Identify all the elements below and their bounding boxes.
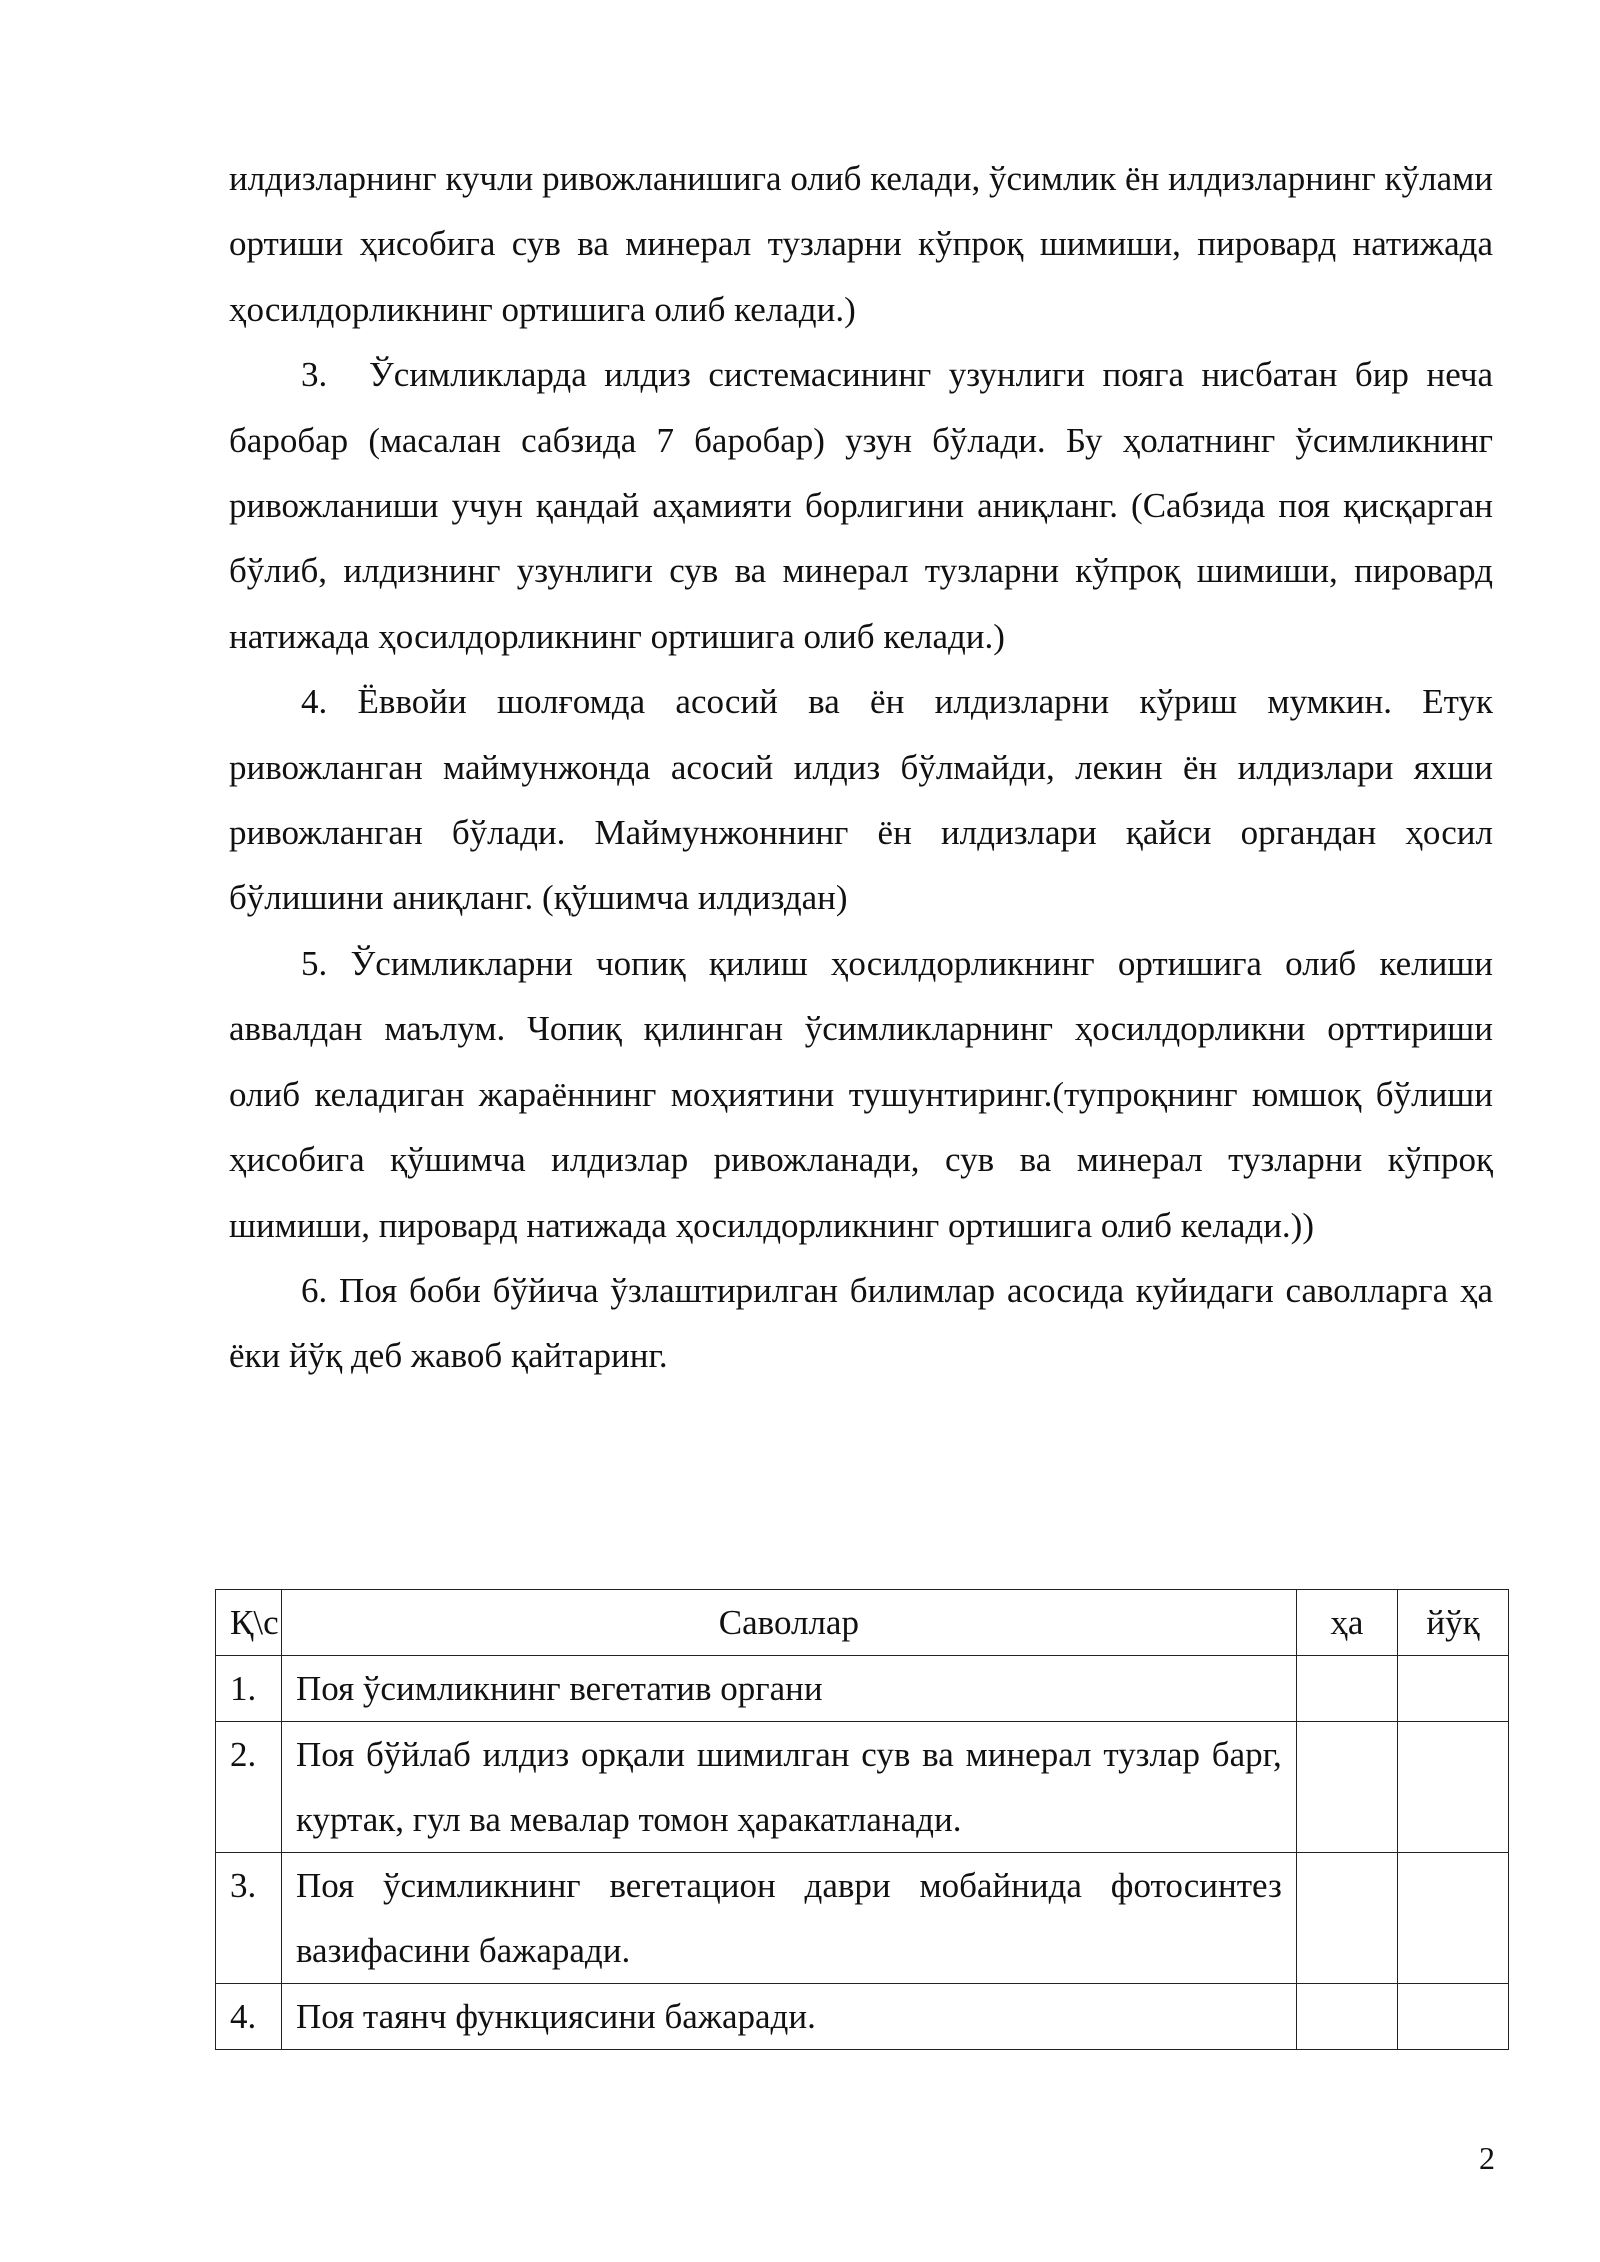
row-question: Поя бўйлаб илдиз орқали шимилган сув ва минерал тузлар барг, куртак, гул ва мевалар томон ҳаракатланади. [281, 1722, 1296, 1853]
answer-yes-cell[interactable] [1296, 1853, 1397, 1984]
table-row [216, 1656, 1509, 1722]
paragraph-continuation: илдизларнинг кучли ривожланишига олиб келади, ўсимлик ён илдизларнинг кўлами ортиши ҳисобига сув ва минерал тузларни кўпроқ шимиши, пировард натижада ҳосилдорликнинг ортишига олиб келади.) [229, 159, 1493, 329]
header-yes: ҳа [1296, 1590, 1397, 1656]
row-number: 1. [216, 1656, 282, 1722]
questions-table [215, 1589, 1509, 2050]
header-no: йўқ [1397, 1590, 1508, 1656]
page-number: 2 [1479, 2140, 1495, 2176]
table-header-row [216, 1590, 1509, 1656]
answer-no-cell[interactable] [1397, 1656, 1508, 1722]
header-questions: Саволлар [281, 1590, 1296, 1656]
row-question: Поя ўсимликнинг вегетатив органи [281, 1656, 1296, 1722]
row-number: 2. [216, 1722, 282, 1853]
answer-no-cell[interactable] [1397, 1984, 1508, 2050]
row-question: Поя ўсимликнинг вегетацион даври мобайнида фотосинтез вазифасини бажаради. [281, 1853, 1296, 1984]
question-3-text: Ўсимликларда илдиз системасининг узунлиги пояга нисбатан бир неча баробар (масалан сабзида 7 баробар) узун бўлади. Бу ҳолатнинг ўсимликнинг ривожланиши учун қандай аҳамияти борлигини аниқланг. (Сабзида поя қисқарган бўлиб, илдизнинг узунлиги сув ва минерал тузларни кўпроқ шимиши, пировард натижада ҳосилдорликнинг ортишига олиб келади.) [229, 355, 1493, 656]
table-row [216, 1853, 1509, 1984]
header-number: Қ\с [216, 1590, 282, 1656]
answer-no-cell[interactable] [1397, 1722, 1508, 1853]
answer-no-cell[interactable] [1397, 1853, 1508, 1984]
body-text [229, 146, 1493, 1389]
row-question: Поя таянч функциясини бажаради. [281, 1984, 1296, 2050]
paragraph-question-3 [229, 342, 1493, 669]
row-number: 3. [216, 1853, 282, 1984]
answer-yes-cell[interactable] [1296, 1656, 1397, 1722]
table-row [216, 1984, 1509, 2050]
paragraph-question-4: 4. Ёввойи шолғомда асосий ва ён илдизларни кўриш мумкин. Етук ривожланган маймунжонда асосий илдиз бўлмайди, лекин ён илдизлари яхши ривожланган бўлади. Маймунжоннинг ён илдизлари қайси органдан ҳосил бўлишини аниқланг. (қўшимча илдиздан) [229, 682, 1493, 918]
answer-yes-cell[interactable] [1296, 1984, 1397, 2050]
table-row [216, 1722, 1509, 1853]
answer-yes-cell[interactable] [1296, 1722, 1397, 1853]
paragraph-question-5: 5. Ўсимликларни чопиқ қилиш ҳосилдорликнинг ортишига олиб келиши аввалдан маълум. Чопиқ қилинган ўсимликларнинг ҳосилдорликни орттириши олиб келадиган жараённинг моҳиятини тушунтиринг.(тупроқнинг юмшоқ бўлиши ҳисобига қўшимча илдизлар ривожланади, сув ва минерал тузларни кўпроқ шимиши, пировард натижада ҳосилдорликнинг ортишига олиб келади.)) [229, 943, 1493, 1245]
paragraph-question-6: 6. Поя боби бўйича ўзлаштирилган билимлар асосида куйидаги саволларга ҳа ёки йўқ деб жавоб қайтаринг. [229, 1270, 1493, 1376]
question-number: 3. [301, 355, 328, 395]
row-number: 4. [216, 1984, 282, 2050]
